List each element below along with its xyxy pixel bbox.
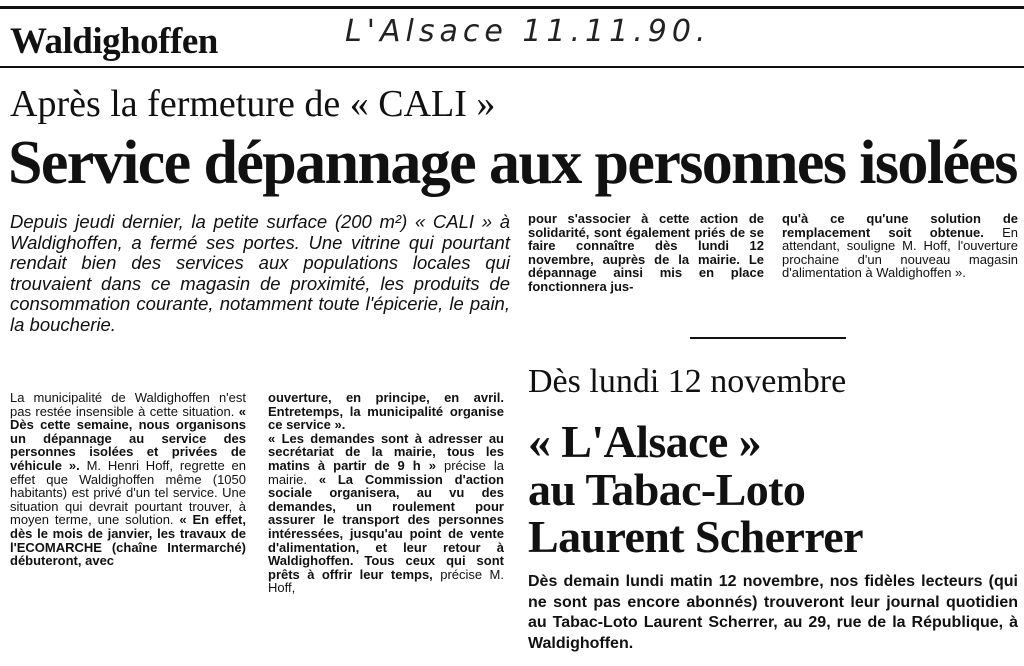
article-lede: Depuis jeudi dernier, la petite surface (200 m²) « CALI » à Waldighoffen, a fermé ses portes. Une vitrine qui pourtant rendait bien des services aux populations locales qui trouvaient dans ce magasin de proximité, les produits de consommation courante, notamment toute l'épicerie, le pain, la boucherie. (10, 211, 510, 335)
announcement-title-line-3: Laurent Scherrer (528, 511, 863, 562)
announcement-body: Dès demain lundi matin 12 novembre, nos fidèles lecteurs (qui ne sont pas encore abonnés) trouveront leur journal quotidien au Tabac-Loto Laurent Scherrer, au 29, rue de la République, à Waldighoffen. (528, 573, 1018, 652)
handwritten-date-note: L'Alsace 11.11.90. (345, 14, 711, 49)
announcement-title (528, 418, 863, 561)
article-headline: Service dépannage aux personnes isolées (8, 129, 1017, 197)
article-column-1 (10, 391, 246, 568)
announcement-title-line-2: au Tabac-Loto (528, 463, 806, 515)
col1-quote-d: « En effet, dès le mois de janvier, les travaux de l'ECOMARCHE (chaîne Intermarché) débuteront, avec (10, 512, 246, 569)
top-rule (0, 6, 1024, 9)
header-rule (0, 66, 1024, 68)
announcement-title-line-1: « L'Alsace » (528, 416, 761, 467)
col1-text-c: M. Henri Hoff, regrette en effet que Waldighoffen même (1050 habitants) est privé d'un tel service. Une situation qui devrait pourtant trouver, à moyen terme, une solution. (10, 457, 247, 528)
col2-text-e: précise M. Hoff, (268, 566, 504, 596)
dateline: Waldighoffen (10, 21, 218, 62)
section-divider (690, 337, 846, 339)
col1-text-a: La municipalité de Waldighoffen n'est pas restée insensible à cette situation. (10, 390, 246, 419)
announcement-kicker: Dès lundi 12 novembre (528, 363, 847, 400)
col2-text-c: précise la mairie. (268, 457, 505, 487)
article-column-3: pour s'associer à cette action de solidarité, sont également priés de se faire connaître dès lundi 12 novembre, auprès de la mairie. Le dépannage ainsi mis en place fonctionnera jus- (528, 211, 764, 294)
col2-quote-a: ouverture, en principe, en avril. Entretemps, la municipalité organise ce service ». (268, 390, 504, 433)
article-column-2 (268, 391, 504, 595)
col2-quote-b: « Les demandes sont à adresser au secrétariat de la mairie, tous les matins à partir de 9 h » (268, 430, 504, 473)
col4-quote-a: qu'à ce qu'une solution de remplacement soit obtenue. (782, 211, 1018, 240)
article-kicker: Après la fermeture de « CALI » (10, 83, 496, 125)
article-column-4 (782, 212, 1018, 280)
col2-quote-d: « La Commission d'action sociale organisera, au vu des demandes, un roulement pour assurer le transport des personnes intéressées, jusqu'au point de vente d'alimentation, et leur retour à Waldighoffen. Tous ceux qui sont prêts à offrir leur temps, (268, 471, 504, 582)
col1-quote-a: « Dès cette semaine, nous organisons un dépannage au service des personnes isolées et privées de véhicule ». (10, 403, 246, 473)
col4-text-b: En attendant, souligne M. Hoff, l'ouverture prochaine d'un nouveau magasin d'alimentation à Waldighoffen ». (782, 224, 1018, 281)
